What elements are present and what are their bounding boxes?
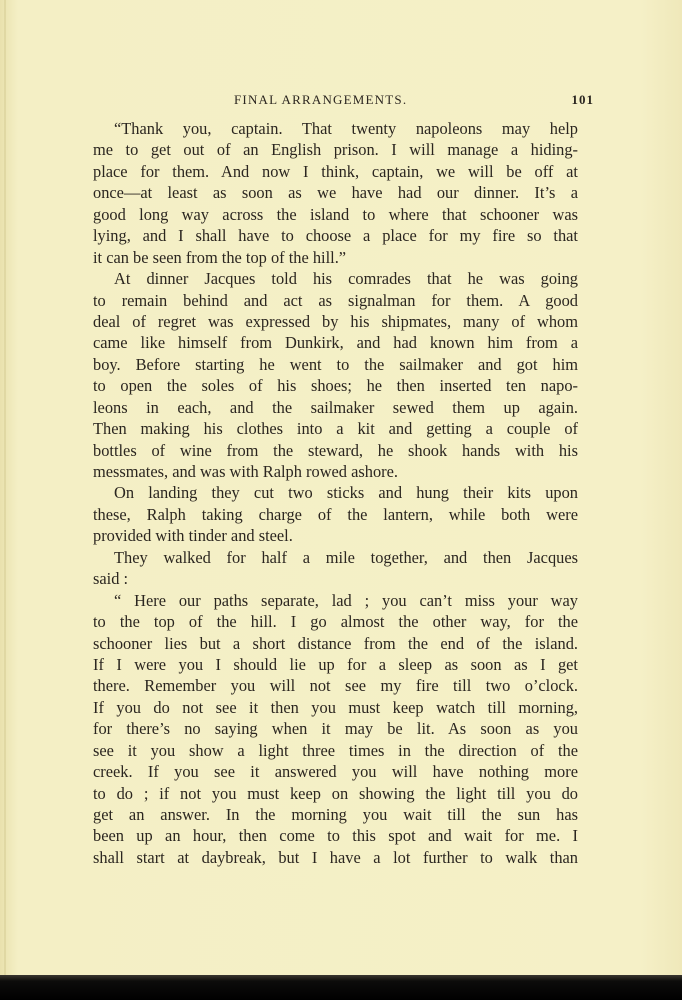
text-line: On landing they cut two sticks and hung their kits upon xyxy=(114,483,578,503)
text-line: boy. Before starting he went to the sailmaker and got him xyxy=(93,354,578,374)
text-line: place for them. And now I think, captain, we will be off at xyxy=(93,161,578,181)
text-line: see it you show a light three times in the direction of the xyxy=(93,740,578,760)
text-line: bottles of wine from the steward, he shook hands with his xyxy=(93,440,578,460)
page-gutter-edge xyxy=(4,0,6,975)
text-line: deal of regret was expressed by his shipmates, many of whom xyxy=(93,311,578,331)
text-line: came like himself from Dunkirk, and had known him from a xyxy=(93,333,578,353)
text-line: for there’s no saying when it may be lit. As soon as you xyxy=(93,719,578,739)
text-line: said : xyxy=(93,569,129,589)
page-number: 101 xyxy=(571,92,594,107)
text-line: “Thank you, captain. That twenty napoleons may help xyxy=(114,119,578,138)
running-head-title: FINAL ARRANGEMENTS. xyxy=(234,92,408,107)
text-line: provided with tinder and steel. xyxy=(93,526,293,546)
text-line: messmates, and was with Ralph rowed ashore. xyxy=(93,462,398,481)
text-line: these, Ralph taking charge of the lantern, while both were xyxy=(93,504,578,524)
text-line: to do ; if not you must keep on showing the light till you do xyxy=(93,783,578,803)
text-line: At dinner Jacques told his comrades that he was going xyxy=(114,269,578,289)
text-line: leons in each, and the sailmaker sewed them up again. xyxy=(93,397,578,417)
body-text xyxy=(93,118,578,868)
text-line: it can be seen from the top of the hill.” xyxy=(93,247,347,267)
text-line: me to get out of an English prison. I will manage a hiding- xyxy=(93,140,578,160)
text-line: Then making his clothes into a kit and getting a couple of xyxy=(93,419,578,439)
text-line: shall start at daybreak, but I have a lot further to walk than xyxy=(93,847,578,867)
text-line: lying, and I shall have to choose a place for my fire so that xyxy=(93,226,578,246)
scan-bottom-edge xyxy=(0,975,682,1000)
text-line: They walked for half a mile together, and then Jacques xyxy=(114,547,578,567)
text-line: get an answer. In the morning you wait till the sun has xyxy=(93,805,578,824)
text-line: schooner lies but a short distance from the end of the island. xyxy=(93,633,578,653)
text-line: there. Remember you will not see my fire till two o’clock. xyxy=(93,676,578,696)
text-line: “ Here our paths separate, lad ; you can’t miss your way xyxy=(114,590,578,610)
running-header xyxy=(234,92,594,110)
text-line: to remain behind and act as signalman for them. A good xyxy=(93,290,578,310)
text-line: to open the soles of his shoes; he then inserted ten napo- xyxy=(93,376,578,396)
text-line: been up an hour, then come to this spot and wait for me. I xyxy=(93,826,578,846)
text-line: good long way across the island to where that schooner was xyxy=(93,204,578,224)
text-line: to the top of the hill. I go almost the other way, for the xyxy=(93,612,578,632)
text-line: once—at least as soon as we have had our dinner. It’s a xyxy=(93,183,578,203)
text-line: creek. If you see it answered you will have nothing more xyxy=(93,762,578,782)
text-line: If I were you I should lie up for a sleep as soon as I get xyxy=(93,654,578,674)
text-line: If you do not see it then you must keep watch till morning, xyxy=(93,697,578,717)
